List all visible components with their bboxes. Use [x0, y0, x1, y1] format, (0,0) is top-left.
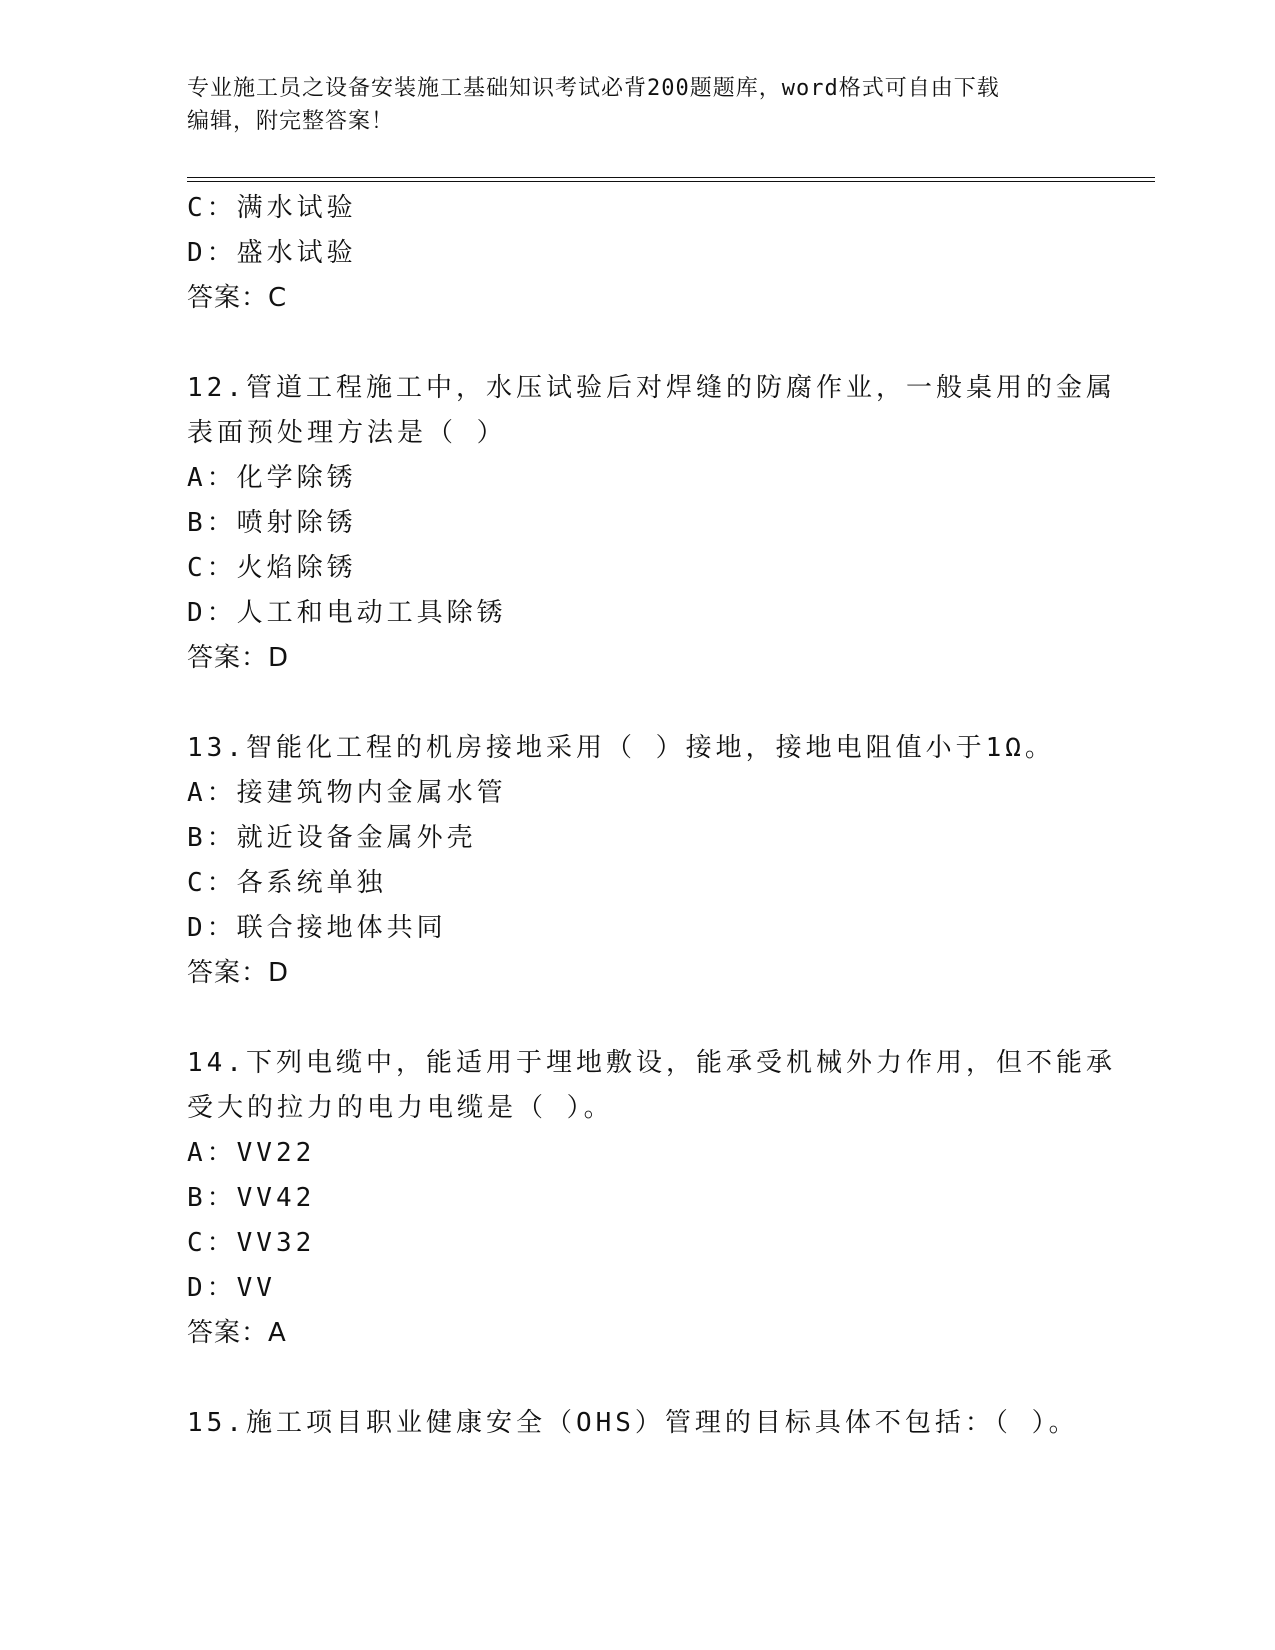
header-line-2: 编辑，附完整答案！	[187, 109, 395, 134]
q11-option-c: C：满水试验	[187, 193, 357, 223]
q14-option-d: D：VV	[187, 1273, 276, 1303]
header-line-1: 专业施工员之设备安装施工基础知识考试必背200题题库，word格式可自由下载	[187, 76, 1000, 101]
q13-option-c: C：各系统单独	[187, 868, 387, 898]
q12-stem-line-2: 表面预处理方法是（ ）	[187, 418, 507, 448]
q14-option-a: A：VV22	[187, 1138, 316, 1168]
q14-option-c: C：VV32	[187, 1228, 316, 1258]
header-rule-top	[187, 177, 1155, 178]
q12-answer: 答案：D	[187, 643, 290, 673]
q13-option-b: B：就近设备金属外壳	[187, 823, 477, 853]
q13-option-d: D：联合接地体共同	[187, 913, 447, 943]
header-rule-bottom	[187, 181, 1155, 182]
q14-answer: 答案：A	[187, 1318, 287, 1348]
q12-option-c: C：火焰除锈	[187, 553, 357, 583]
q12-option-a: A：化学除锈	[187, 463, 357, 493]
q12-option-d: D：人工和电动工具除锈	[187, 598, 507, 628]
q13-stem-line-1: 13.智能化工程的机房接地采用（ ）接地，接地电阻值小于1Ω。	[187, 733, 1055, 763]
q14-option-b: B：VV42	[187, 1183, 316, 1213]
q11-option-d: D：盛水试验	[187, 238, 357, 268]
q11-answer: 答案：C	[187, 283, 288, 313]
q14-stem-line-1: 14.下列电缆中，能适用于埋地敷设，能承受机械外力作用，但不能承	[187, 1048, 1116, 1078]
q12-option-b: B：喷射除锈	[187, 508, 357, 538]
q13-option-a: A：接建筑物内金属水管	[187, 778, 507, 808]
q14-stem-line-2: 受大的拉力的电力电缆是（ ）。	[187, 1093, 614, 1123]
q13-answer: 答案：D	[187, 958, 290, 988]
document-header	[187, 72, 1087, 138]
q12-stem-line-1: 12.管道工程施工中，水压试验后对焊缝的防腐作业，一般桌用的金属	[187, 373, 1116, 403]
q15-stem-line-1: 15.施工项目职业健康安全（OHS）管理的目标具体不包括：（ ）。	[187, 1408, 1079, 1438]
